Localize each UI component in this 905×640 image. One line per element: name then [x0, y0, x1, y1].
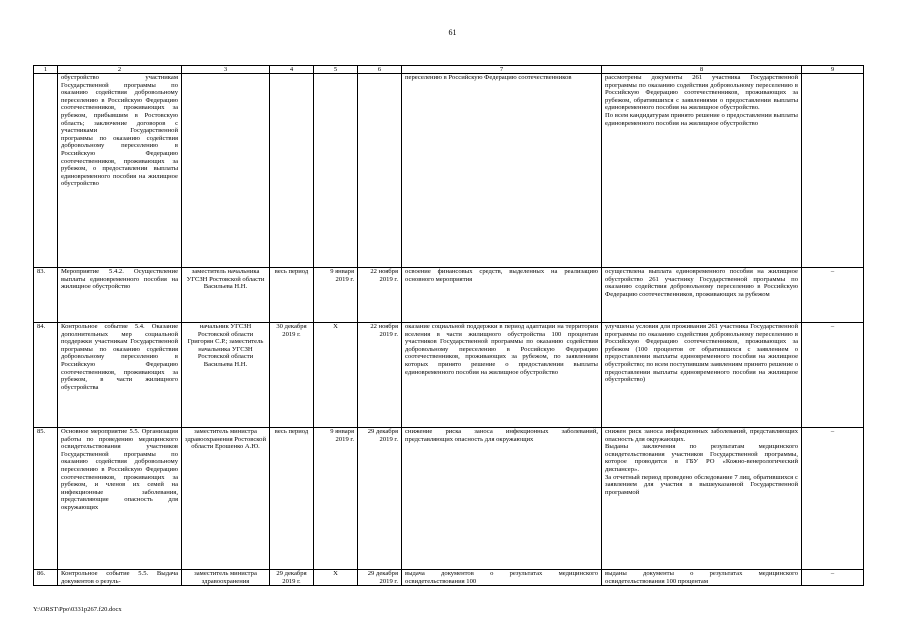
expected-result-cell: переселению в Российскую Федерацию соотечественников: [402, 74, 602, 268]
row-number: [34, 74, 58, 268]
row-number: 83.: [34, 268, 58, 323]
row-number: 85.: [34, 428, 58, 570]
responsible-cell: [182, 74, 270, 268]
achieved-result-cell: рассмотрены документы 261 участника Государственной программы по оказанию содействия добровольному переселению в Российскую Федерацию соотечественников, проживающих за рубежом, обратившихся с заявлениями о предоставлении выплаты единовременного пособия на жилищное обустройство. По всем кандидатурам принято решение о предоставлении выплаты единовременного пособия на жилищное обустройство: [602, 74, 802, 268]
table-row: [34, 323, 864, 428]
header-cell: 3: [182, 66, 270, 74]
event-cell: Мероприятие 5.4.2. Осуществление выплаты единовременного пособия на жилищное обустройство: [58, 268, 182, 323]
reasons-cell: –: [802, 428, 864, 570]
fact-cell: [358, 74, 402, 268]
event-cell: Основное мероприятие 5.5. Организация работы по проведению медицинского освидетельствования участников Государственной программы по оказанию содействия добровольному переселению в Российскую Федерацию соотечественников, проживающих за рубежом, и членов их семей на инфекционные заболевания, представляющие опасность для окружающих: [58, 428, 182, 570]
header-row: [34, 66, 864, 74]
expected-result-cell: снижение риска заноса инфекционных заболеваний, представляющих опасность для окружающих: [402, 428, 602, 570]
event-cell: Контрольное событие 5.4. Оказание дополнительных мер социальной поддержки участникам Государственной программы по оказанию содействия добровольному переселению в Российскую Федерацию соотечественников, проживающих за рубежом, в части жилищного обустройства: [58, 323, 182, 428]
start-cell: 30 декабря 2019 г.: [270, 323, 314, 428]
header-cell: 5: [314, 66, 358, 74]
end-cell: 9 января 2019 г.: [314, 268, 358, 323]
table-row: [34, 570, 864, 586]
header-cell: 2: [58, 66, 182, 74]
reasons-cell: –: [802, 323, 864, 428]
responsible-cell: заместитель начальника УГСЗН Ростовской области Васильева Н.Н.: [182, 268, 270, 323]
achieved-result-cell: снижен риск заноса инфекционных заболеваний, представляющих опасность для окружающих. Выданы заключения по результатам медицинского освидетельствования участников Государственной программы, которое проводится в ГБУ РО «Кожно-венерологический диспансер». За отчетный период проведено обследование 7 лиц, обратившихся с заявлением для участия в вышеуказанной Государственной программой: [602, 428, 802, 570]
responsible-cell: начальник УГСЗН Ростовской области Григорян С.Р.; заместитель начальника УГСЗН Ростовской области Васильева Н.Н.: [182, 323, 270, 428]
expected-result-cell: освоение финансовых средств, выделенных на реализацию основного мероприятия: [402, 268, 602, 323]
end-cell: X: [314, 570, 358, 586]
fact-cell: 29 декабря 2019 г.: [358, 428, 402, 570]
responsible-cell: заместитель министра здравоохранения Ростовской области Ерошенко А.Ю.: [182, 428, 270, 570]
reasons-cell: [802, 74, 864, 268]
footer-file-path: Y:\ORST\Ppo\0331p267.f20.docx: [33, 606, 122, 613]
header-cell: 9: [802, 66, 864, 74]
fact-cell: 22 ноября 2019 г.: [358, 323, 402, 428]
table-row: [34, 428, 864, 570]
header-cell: 7: [402, 66, 602, 74]
event-cell: обустройство участникам Государственной программы по оказанию содействия добровольному переселению в Российскую Федерацию соотечественников, проживающих за рубежом, прибывшим в Ростовскую область; заключение договоров с участниками Государственной программы по оказанию содействия добровольному переселению в Российскую Федерацию соотечественников, проживающих за рубежом, о предоставлении выплаты единовременного пособия на жилищное обустройство: [58, 74, 182, 268]
reasons-cell: –: [802, 570, 864, 586]
end-cell: [314, 74, 358, 268]
report-table: [33, 65, 864, 586]
header-cell: 6: [358, 66, 402, 74]
end-cell: 9 января 2019 г.: [314, 428, 358, 570]
reasons-cell: –: [802, 268, 864, 323]
achieved-result-cell: улучшены условия для проживания 261 участника Государственной программы по оказанию содействия добровольному переселению в Российскую Федерацию соотечественников, проживающих за рубежом (100 процентов от обратившихся с заявлением о предоставлении выплаты единовременного пособия на жилищное обустройство; по всем поступившим заявлениям принято решение о предоставлении выплаты единовременного пособия на жилищное обустройство): [602, 323, 802, 428]
expected-result-cell: выдача документов о результатах медицинского освидетельствования 100: [402, 570, 602, 586]
page-number: 61: [448, 28, 457, 37]
table-row: [34, 268, 864, 323]
start-cell: 29 декабря 2019 г.: [270, 570, 314, 586]
expected-result-cell: оказание социальной поддержки в период адаптации на территории вселения в части жилищного обустройства 100 процентам участников Государственной программы по оказанию содействия добровольному переселению в Российскую Федерацию соотечественников, проживающих за рубежом, по заявлениям которых принято решение о предоставлении выплаты единовременного пособия на жилищное обустройство: [402, 323, 602, 428]
header-cell: 4: [270, 66, 314, 74]
fact-cell: 22 ноября 2019 г.: [358, 268, 402, 323]
row-number: 86.: [34, 570, 58, 586]
start-cell: весь период: [270, 268, 314, 323]
end-cell: X: [314, 323, 358, 428]
header-cell: 1: [34, 66, 58, 74]
table-row: [34, 74, 864, 268]
start-cell: весь период: [270, 428, 314, 570]
responsible-cell: заместитель министра здравоохранения: [182, 570, 270, 586]
header-cell: 8: [602, 66, 802, 74]
event-cell: Контрольное событие 5.5. Выдача документов о резуль-: [58, 570, 182, 586]
achieved-result-cell: осуществлена выплата единовременного пособия на жилищное обустройство 261 участнику Государственной программы по оказанию содействия добровольному переселению в Российскую Федерацию соотечественников, проживающих за рубежом: [602, 268, 802, 323]
start-cell: [270, 74, 314, 268]
row-number: 84.: [34, 323, 58, 428]
fact-cell: 29 декабря 2019 г.: [358, 570, 402, 586]
achieved-result-cell: выданы документы о результатах медицинского освидетельствования 100 процентам: [602, 570, 802, 586]
